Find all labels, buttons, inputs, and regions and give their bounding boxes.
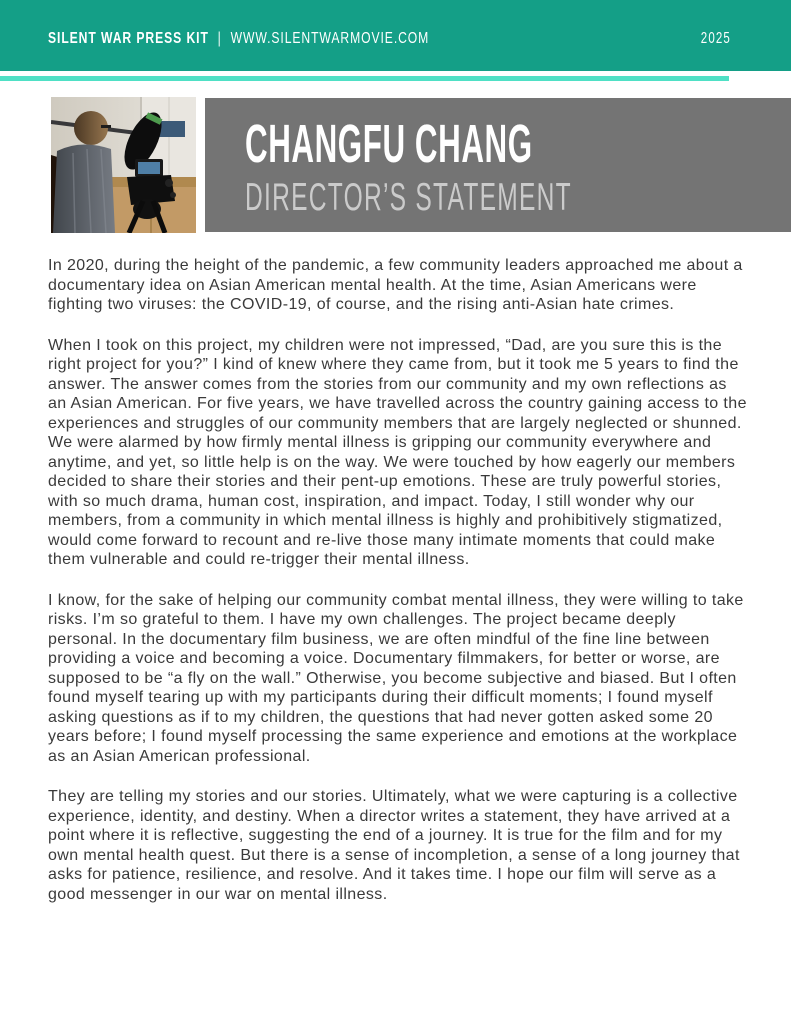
statement-subtitle: DIRECTOR’S STATEMENT <box>245 176 572 219</box>
press-kit-title: SILENT WAR PRESS KIT <box>48 29 209 47</box>
statement-paragraph-3: I know, for the sake of helping our community combat mental illness, they were willing to take risks. I’m so grateful to them. I have my own challenges. The project became deeply personal. In the documentary film business, we are often mindful of the fine line between providing a voice and becoming a voice. Documentary filmmakers, for better or worse, are supposed to be “a fly on the wall.” Otherwise, you become subjective and biased. But I often found myself tearing up with my participants during their difficult moments; I found myself asking questions as if to my children, the questions that had never gotten asked some 20 years before; I found myself processing the same experience and emotions at the workplace as an Asian American professional. <box>48 591 744 765</box>
top-header-bar <box>0 0 791 71</box>
directors-statement-body <box>48 256 748 925</box>
statement-paragraph-2: When I took on this project, my children were not impressed, “Dad, are you sure this is the right project for you?” I kind of knew where they came from, but it took me 5 years to find the answer. The answer comes from the stories from our community and my own reflections as an Asian American. For five years, we have travelled across the country gaining access to the experiences and struggles of our community members that are largely neglected or shunned. We were alarmed by how firmly mental illness is gripping our community everywhere and anytime, and yet, so little help is on the way. We were touched by how eagerly our members decided to share their stories and their pent-up emotions. These are truly powerful stories, with so much drama, human cost, inspiration, and impact. Today, I still wonder why our members, from a community in which mental illness is highly and prohibitively stigmatized, would come forward to recount and re-live those many intimate moments that could make them vulnerable and could re-trigger their mental illness. <box>48 336 747 568</box>
brand-line <box>48 30 429 48</box>
statement-paragraph-4: They are telling my stories and our stories. Ultimately, what we were capturing is a collective experience, identity, and destiny. When a director writes a statement, they have arrived at a point where it is reflective, suggesting the end of a journey. It is true for the film and for my own mental health quest. But there is a sense of incompletion, a sense of a long journey that asks for patience, resilience, and resolve. And it takes time. I hope our film will serve as a good messenger in our war on mental illness. <box>48 788 740 903</box>
director-name-title: CHANGFU CHANG <box>245 114 533 174</box>
website-url[interactable]: WWW.SILENTWARMOVIE.COM <box>230 29 430 47</box>
header-content <box>0 0 791 71</box>
header-separator: | <box>217 29 222 47</box>
year-label: 2025 <box>700 29 731 47</box>
director-behind-camera-image <box>51 97 196 233</box>
hero-banner <box>205 98 791 232</box>
teal-accent-line <box>0 76 729 81</box>
statement-paragraph-1: In 2020, during the height of the pandemic, a few community leaders approached me about a documentary idea on Asian American mental health. At the time, Asian Americans were fighting two viruses: the COVID-19, of course, and the rising anti-Asian hate crimes. <box>48 257 743 313</box>
director-photo <box>51 97 196 233</box>
